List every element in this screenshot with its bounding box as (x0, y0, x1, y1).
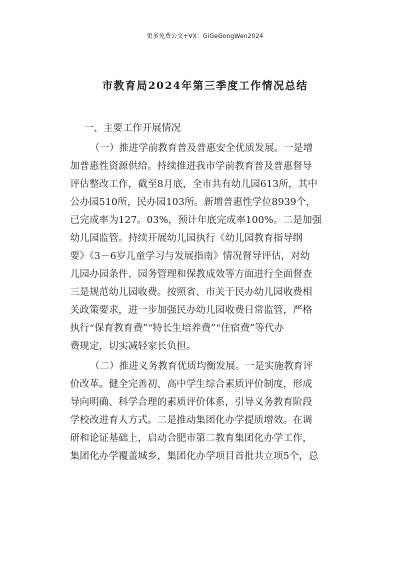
body-text-line: 价改革。健全完善初、高中学生综合素质评价制度，形成 (70, 379, 313, 390)
body-text-line: 幼儿园监管。持续开展幼儿园执行《幼儿园教育指导纲 (70, 233, 303, 244)
body-text-line: 评估整改工作，截至8月底，全市共有幼儿园613所，其中 (70, 179, 318, 190)
body-text-line: 儿园办园条件、园务管理和保教成效等方面进行全面督查 (70, 269, 313, 280)
section-heading: 一、主要工作开展情况 (84, 123, 181, 134)
body-text-line: 学校改进育人方式。二是推动集团化办学提质增效。在调 (70, 415, 313, 426)
body-text-line: 研和论证基础上，启动合肥市第二教育集团化办学工作， (70, 433, 313, 444)
document-body (70, 118, 360, 466)
body-text-line: 集团化办学覆盖城乡，集团化办学项目首批共立项5个，总 (70, 451, 319, 462)
body-text-line: 关政策要求，进一步加强民办幼儿园收费日常监管，严格 (70, 305, 313, 316)
header-note: 更多免费公文+VX：GiGeGongWen2024 (146, 33, 264, 40)
body-text-line: 费规定，切实减轻家长负担。 (70, 341, 196, 352)
body-text-line: 加普惠性资源供给。持续推进我市学前教育普及普惠督导 (70, 161, 313, 172)
body-text-line: 导向明确、科学合理的素质评价体系，引导义务教育阶段 (70, 397, 313, 408)
body-text-line: 执行“保育教育费”“特长生培养费”“住宿费”等代办 (70, 323, 284, 334)
body-text-line: 要》《3－6岁儿童学习与发展指南》情况督导评估，对幼 (70, 251, 310, 262)
body-text-line: 公办园510所，民办园103所。新增普惠性学位8939个， (70, 197, 316, 208)
body-text-line: 三是规范幼儿园收费。按照省、市关于民办幼儿园收费相 (70, 287, 313, 298)
body-text-line: （二）推进义务教育优质均衡发展。一是实施教育评 (90, 361, 313, 372)
document-title: 市教育局2024年第三季度工作情况总结 (102, 80, 308, 92)
body-text-line: 已完成率为127。03%，预计年底完成率100%。二是加强 (70, 215, 322, 226)
body-text-line: （一）推进学前教育普及普惠安全优质发展。一是增 (90, 143, 313, 154)
